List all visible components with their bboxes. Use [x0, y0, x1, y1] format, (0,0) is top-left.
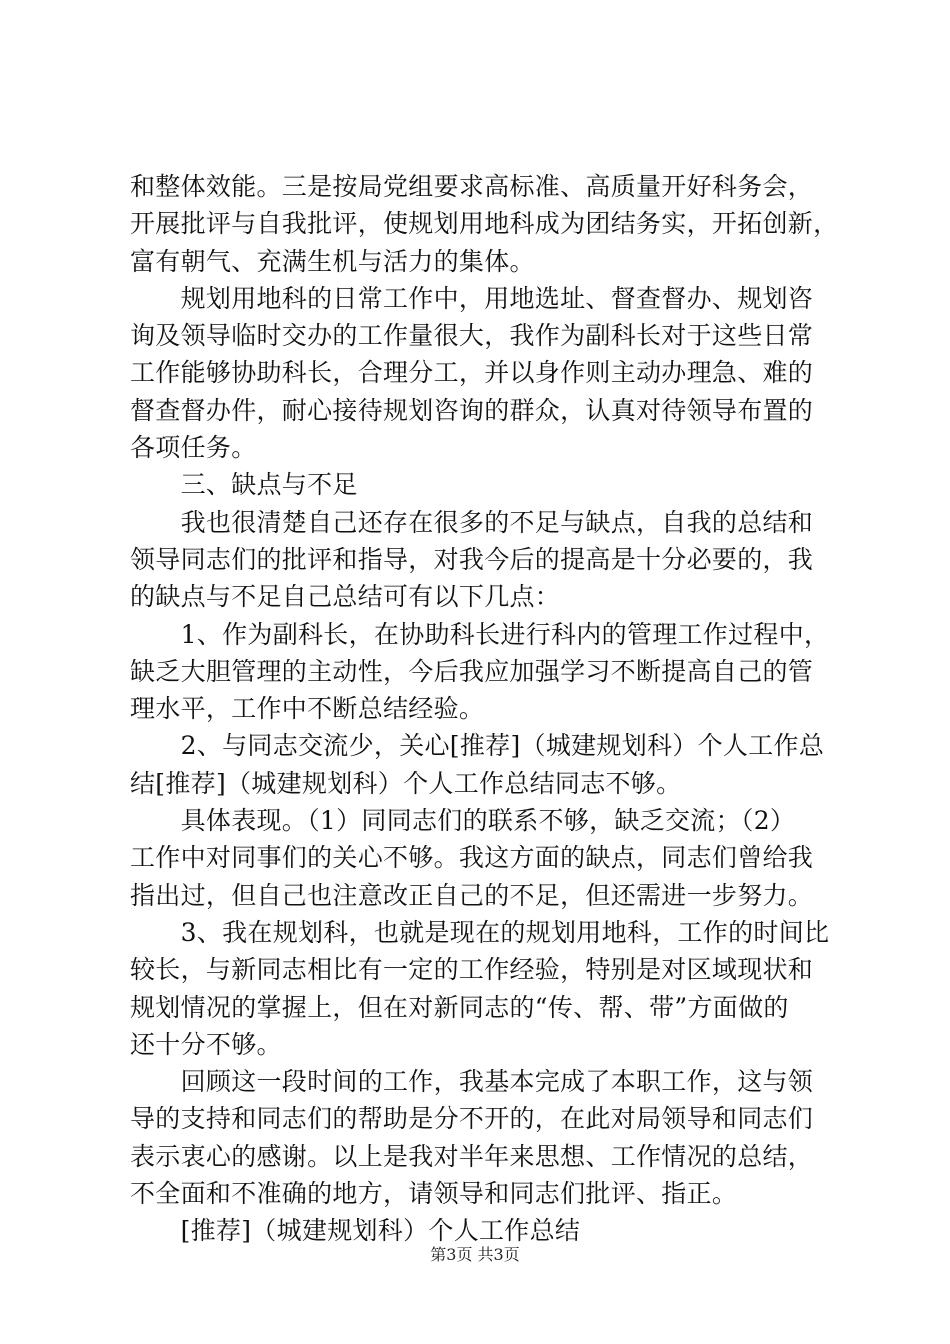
text-line: 和整体效能。三是按局党组要求高标准、高质量开好科务会， [130, 172, 814, 201]
text-line: 缺乏大胆管理的主动性，今后我应加强学习不断提高自己的管 [130, 656, 814, 686]
text-line: 3、我在规划科，也就是现在的规划用地科，工作的时间比 [130, 917, 830, 947]
text-line: 规划用地科的日常工作中，用地选址、督查督办、规划咨 [130, 283, 814, 313]
text-line: 1、作为副科长，在协助科长进行科内的管理工作过程中， [130, 619, 830, 649]
text-line: 我也很清楚自己还存在很多的不足与缺点，自我的总结和 [130, 507, 814, 537]
text-line: 工作中对同事们的关心不够。我这方面的缺点，同志们曾给我 [130, 843, 814, 873]
text-line: 各项任务。 [130, 433, 257, 463]
text-line: 指出过，但自己也注意改正自己的不足，但还需进一步努力。 [130, 880, 814, 910]
text-line: 还十分不够。 [130, 1029, 282, 1059]
text-line: 不全面和不准确的地方，请领导和同志们批评、指正。 [130, 1179, 738, 1209]
document-body [130, 168, 839, 1250]
page-number-footer: 第3页 共3页 [430, 1245, 520, 1264]
section-heading: 三、缺点与不足 [130, 470, 358, 500]
text-line: 督查督办件，耐心接待规划咨询的群众，认真对待领导布置的 [130, 395, 814, 425]
text-line: 结[推荐]（城建规划科）个人工作总结同志不够。 [130, 768, 682, 798]
text-line: 导的支持和同志们的帮助是分不开的，在此对局领导和同志们 [130, 1104, 814, 1134]
text-line: 询及领导临时交办的工作量很大，我作为副科长对于这些日常 [130, 321, 814, 351]
text-line: 表示衷心的感谢。以上是我对半年来思想、工作情况的总结， [130, 1141, 814, 1171]
text-line: 领导同志们的批评和指导，对我今后的提高是十分必要的，我 [130, 544, 814, 574]
text-line: 具体表现。（1）同同志们的联系不够，缺乏交流；（2） [130, 806, 796, 836]
text-line: 2、与同志交流少，关心[推荐]（城建规划科）个人工作总 [130, 731, 825, 761]
text-line: 工作能够协助科长，合理分工，并以身作则主动办理急、难的 [130, 358, 814, 388]
text-line: [推荐]（城建规划科）个人工作总结 [130, 1216, 581, 1246]
text-line: 的缺点与不足自己总结可有以下几点： [130, 582, 561, 612]
text-line: 富有朝气、充满生机与活力的集体。 [130, 246, 535, 276]
text-line: 开展批评与自我批评，使规划用地科成为团结务实，开拓创新， [130, 209, 839, 239]
text-line: 理水平，工作中不断总结经验。 [130, 694, 485, 724]
text-line: 回顾这一段时间的工作，我基本完成了本职工作，这与领 [130, 1067, 814, 1097]
text-line: 规划情况的掌握上，但在对新同志的“传、帮、带”方面做的 [130, 992, 789, 1022]
text-line: 较长，与新同志相比有一定的工作经验，特别是对区域现状和 [130, 955, 814, 985]
